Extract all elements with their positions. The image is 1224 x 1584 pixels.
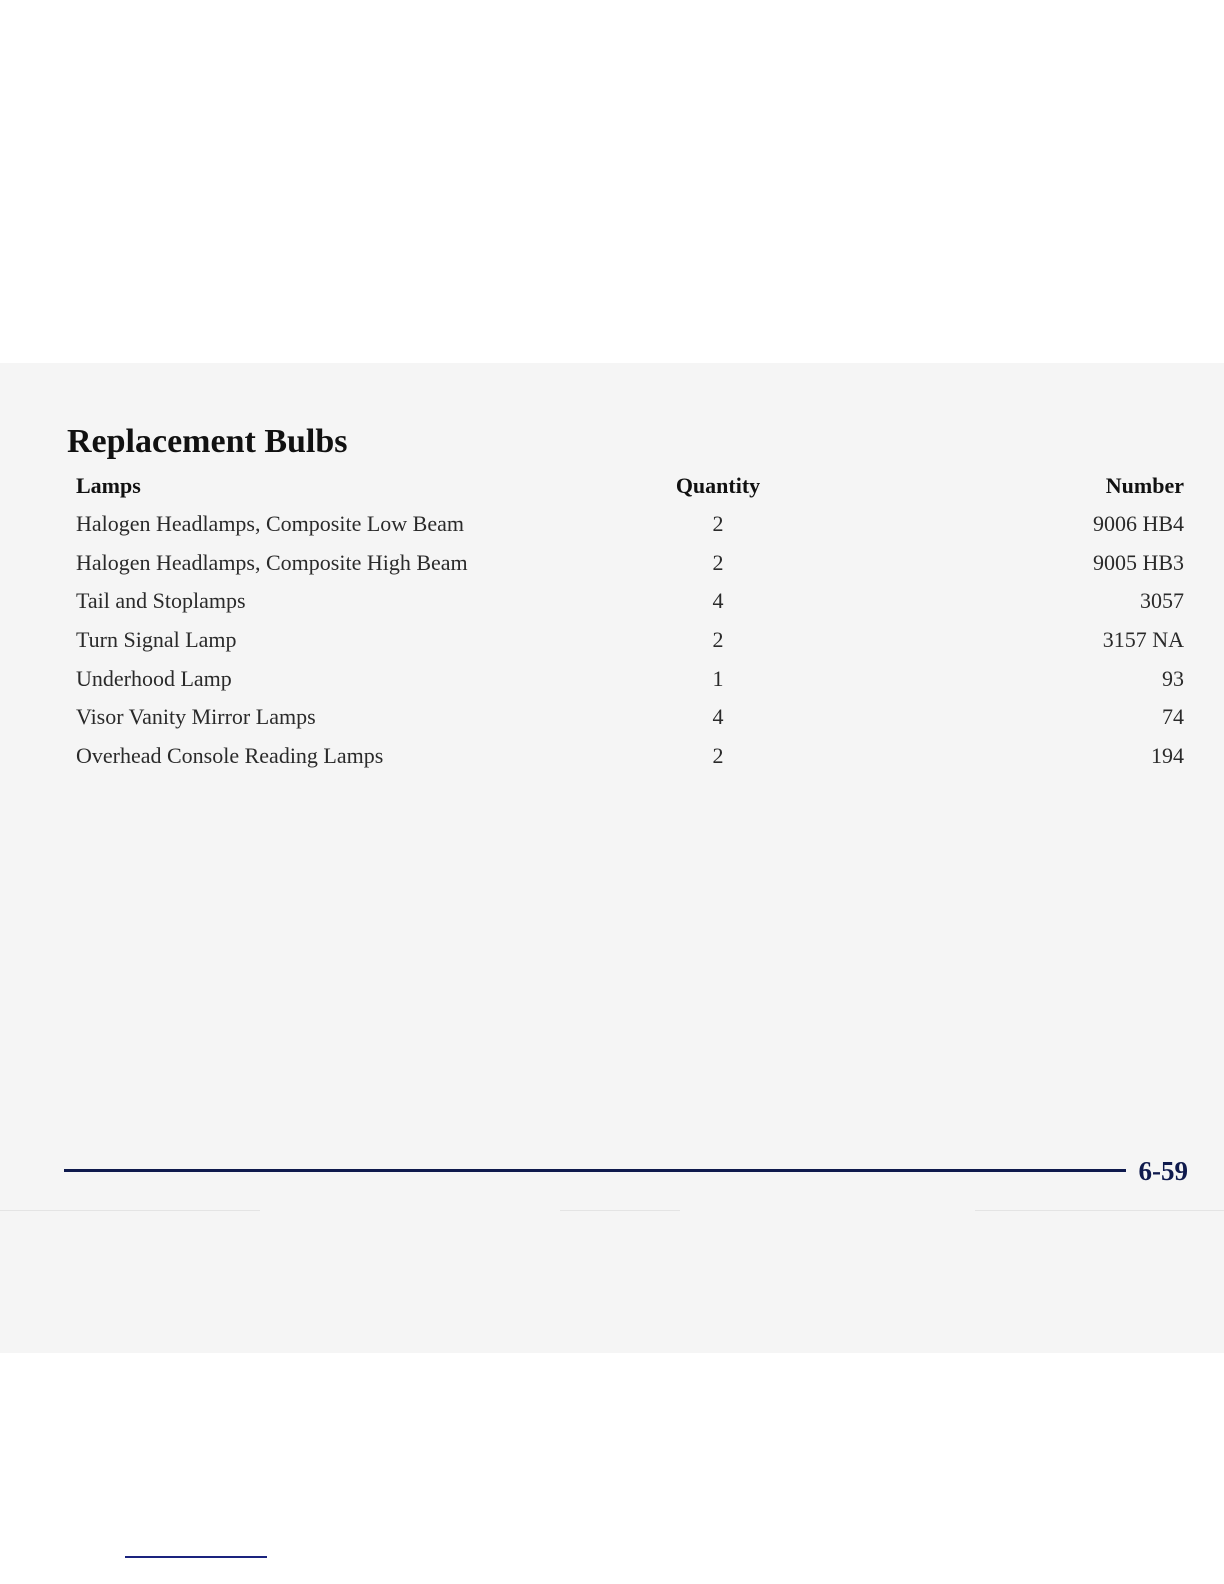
lamp-name: Overhead Console Reading Lamps	[76, 743, 384, 769]
page-title: Replacement Bulbs	[67, 423, 348, 460]
scan-artifact-line	[975, 1210, 1224, 1211]
table-row	[76, 585, 1184, 624]
lamp-quantity-value: 1	[712, 665, 724, 691]
bulb-number: 3157 NA	[1102, 627, 1184, 653]
footer-rule	[64, 1169, 1126, 1172]
table-row	[76, 624, 1184, 663]
replacement-bulbs-table	[76, 470, 1184, 779]
lamp-name: Underhood Lamp	[76, 665, 232, 691]
header-lamps: Lamps	[76, 473, 141, 498]
table-row	[76, 740, 1184, 779]
bulb-number: 9005 HB3	[1092, 549, 1184, 575]
bulb-number: 3057	[1140, 588, 1184, 614]
table-row	[76, 547, 1184, 586]
lamp-name: Tail and Stoplamps	[76, 588, 246, 614]
table-row	[76, 508, 1184, 547]
bulb-number: 194	[1151, 743, 1184, 769]
lamp-quantity-value: 4	[712, 588, 724, 614]
table-header-row	[76, 470, 1184, 508]
header-quantity-label: Quantity	[675, 473, 761, 498]
page-number: 6-59	[1138, 1156, 1188, 1186]
bulb-number: 9006 HB4	[1092, 511, 1184, 536]
lamp-quantity-value: 2	[712, 549, 724, 575]
bulb-number: 93	[1162, 665, 1184, 691]
table-row	[76, 701, 1184, 740]
bottom-underline	[125, 1556, 267, 1558]
scan-artifact-line	[0, 1210, 260, 1211]
lamp-name: Visor Vanity Mirror Lamps	[76, 704, 316, 730]
lamp-quantity-value: 4	[712, 704, 724, 730]
header-number: Number	[1105, 473, 1184, 498]
bulb-number: 74	[1162, 704, 1184, 730]
lamp-quantity-value: 2	[712, 627, 724, 653]
table-row	[76, 663, 1184, 702]
lamp-name: Halogen Headlamps, Composite High Beam	[76, 549, 468, 575]
lamp-name: Turn Signal Lamp	[76, 627, 237, 653]
lamp-quantity-value: 2	[712, 743, 724, 769]
lamp-name: Halogen Headlamps, Composite Low Beam	[76, 511, 464, 536]
scan-artifact-line	[560, 1210, 680, 1211]
lamp-quantity-value: 2	[712, 511, 724, 536]
